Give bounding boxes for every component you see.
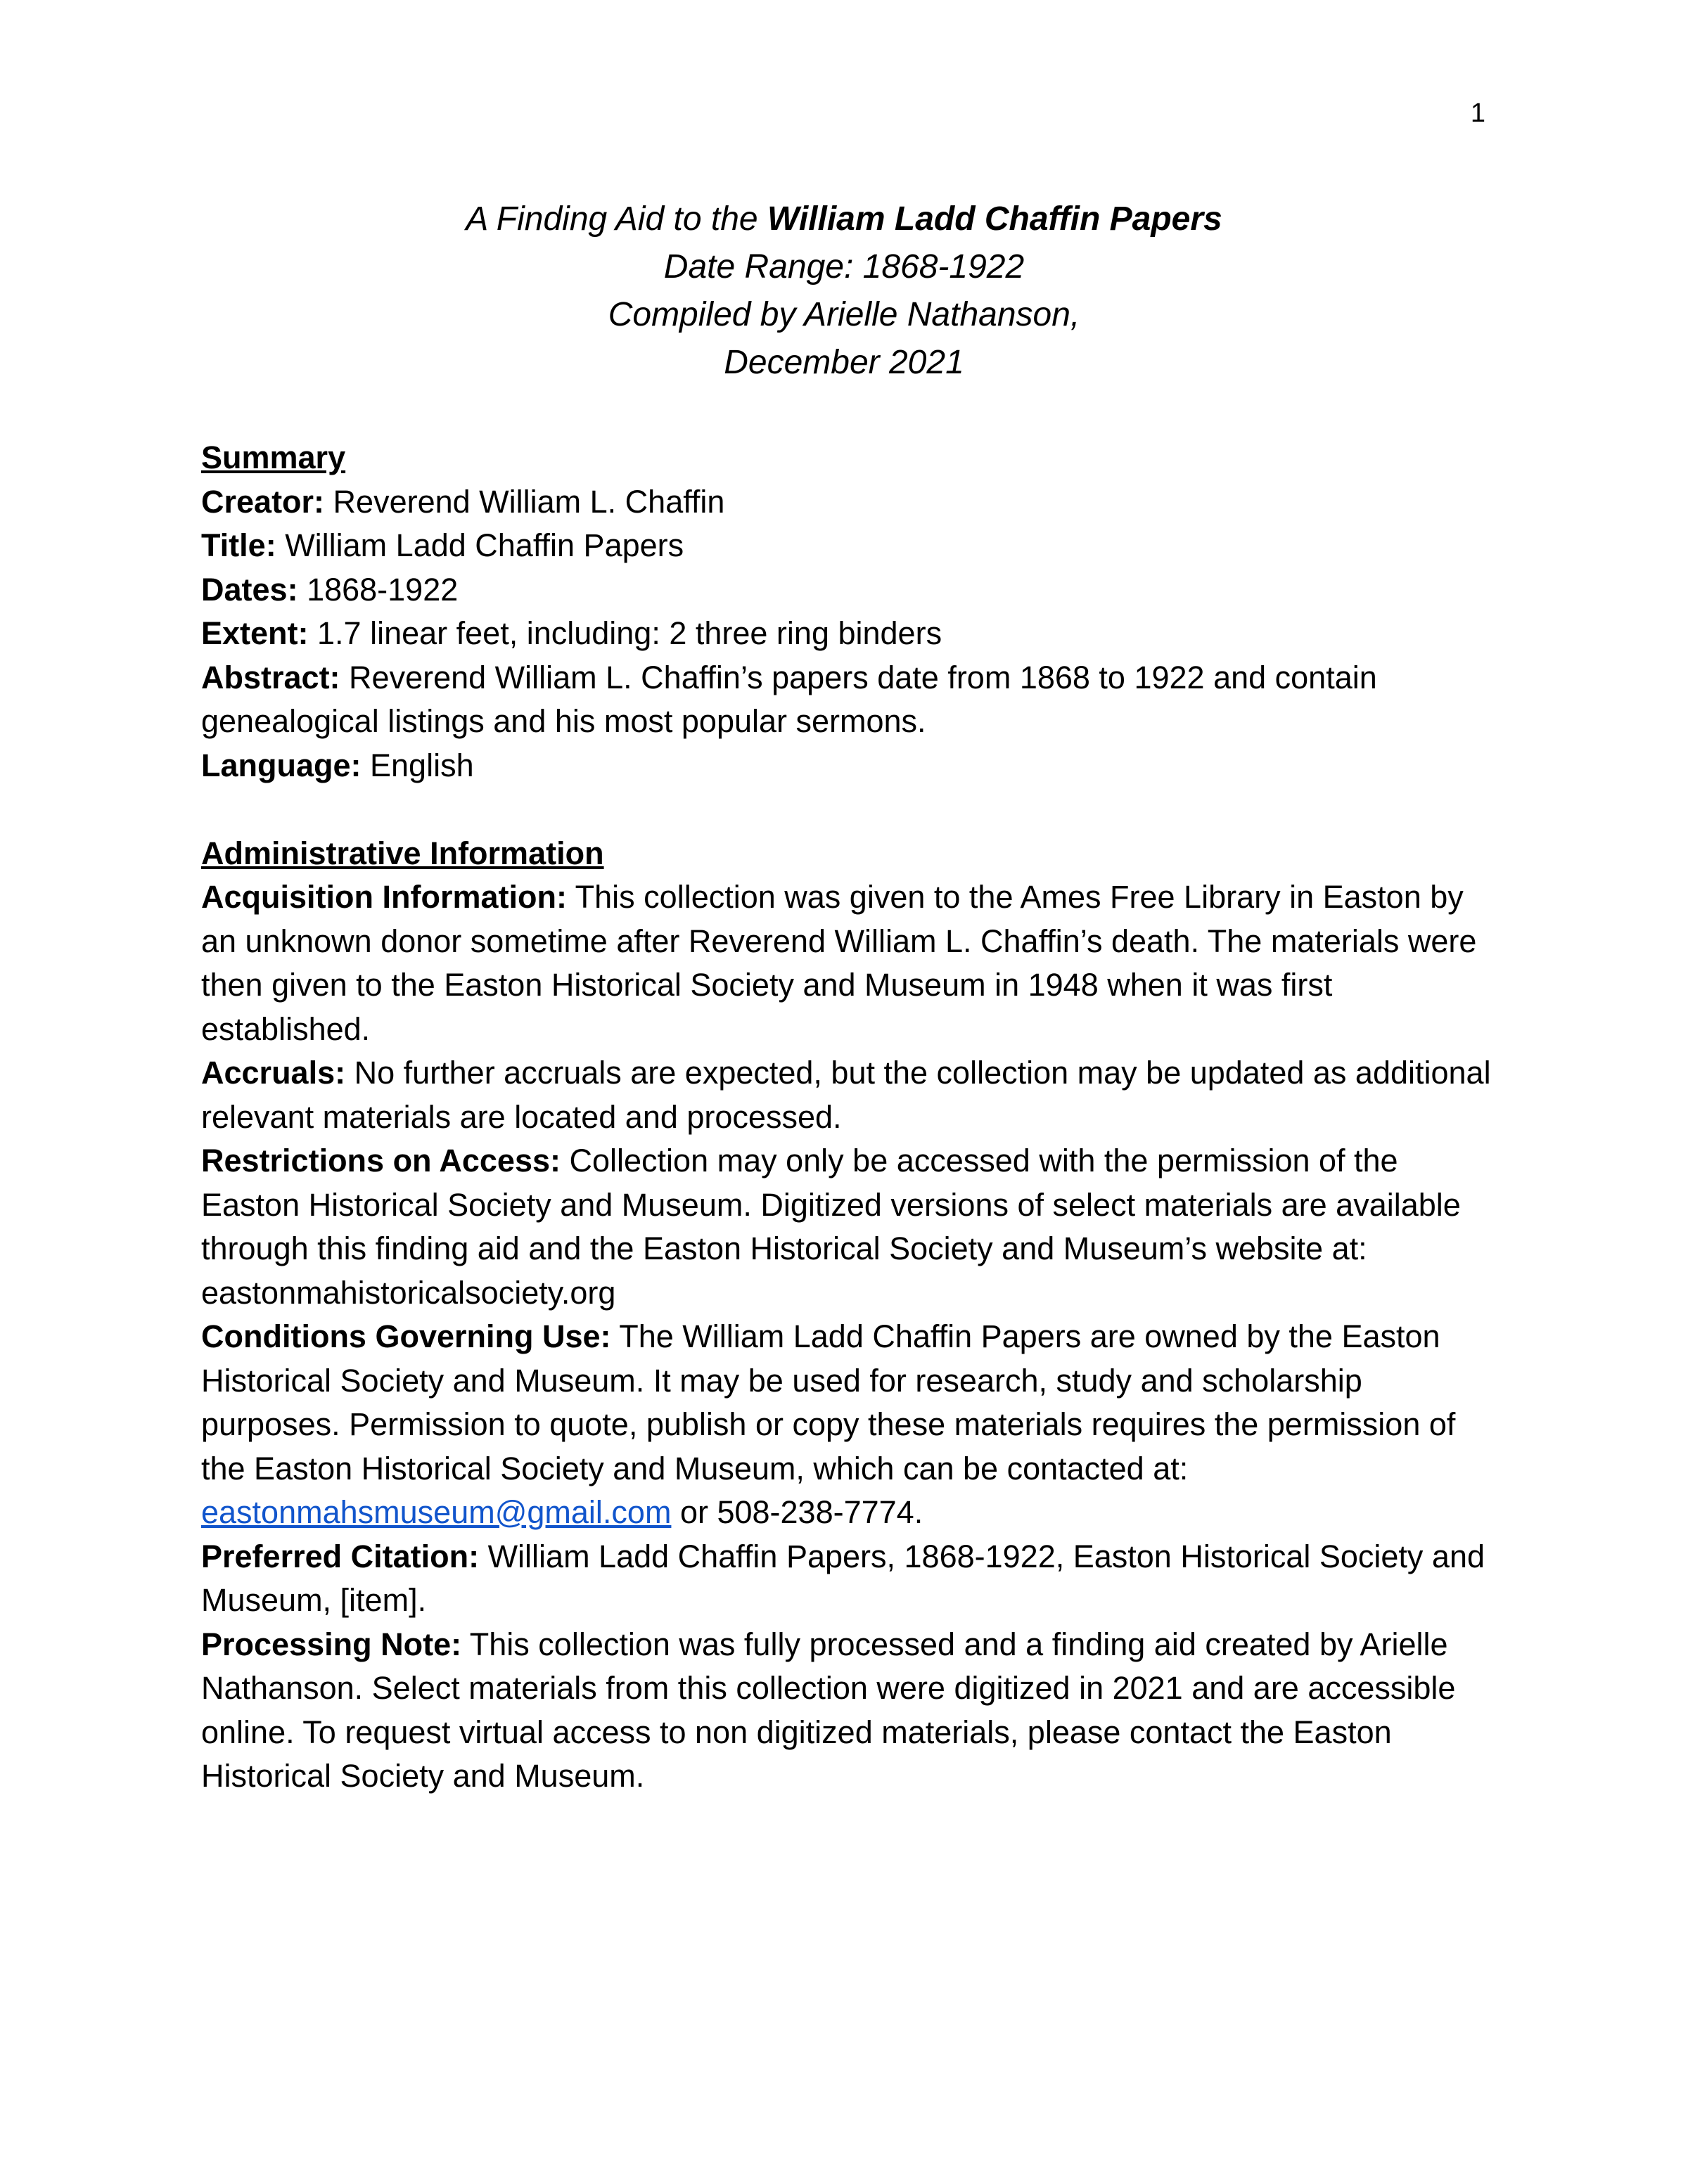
accruals-value: No further accruals are expected, but the collection may be updated as additional relevant materials are located and processed. [201, 1055, 1491, 1135]
title-label: Title: [201, 527, 276, 563]
creator-field [201, 480, 1502, 525]
compiled-by: Compiled by Arielle Nathanson, [608, 296, 1080, 333]
abstract-field [201, 656, 1502, 744]
title-block [0, 195, 1688, 387]
processing-value: This collection was fully processed and a finding aid created by Arielle Nathanson. Select materials from this collection were digitized in 2021 and are accessible online. To request virtual access to non digitized materials, please contact the Easton Historical Society and Museum. [201, 1626, 1456, 1794]
processing-field [201, 1623, 1502, 1799]
page-number: 1 [1470, 98, 1485, 128]
extent-field [201, 612, 1502, 656]
acquisition-value: This collection was given to the Ames Free Library in Easton by an unknown donor sometime after Reverend William L. Chaffin’s death. The materials were then given to the Easton Historical Society and Museum in 1948 when it was first established. [201, 879, 1477, 1047]
creator-label: Creator: [201, 483, 325, 520]
title-value: William Ladd Chaffin Papers [276, 527, 684, 563]
language-value: English [361, 747, 474, 783]
dates-field [201, 568, 1502, 612]
abstract-label: Abstract: [201, 659, 340, 695]
conditions-value: The William Ladd Chaffin Papers are owned by the Easton Historical Society and Museum. It may be used for research, study and scholarship purposes. Permission to quote, publish or copy these materials requires the permission of the Easton Historical Society and Museum, which can be contacted at: [201, 1318, 1456, 1486]
language-field [201, 744, 1502, 788]
section-gap [201, 788, 1502, 832]
acquisition-label: Acquisition Information: [201, 879, 567, 915]
citation-label: Preferred Citation: [201, 1538, 480, 1574]
accruals-label: Accruals: [201, 1055, 346, 1091]
extent-value: 1.7 linear feet, including: 2 three ring binders [308, 615, 942, 651]
conditions-label: Conditions Governing Use: [201, 1318, 611, 1354]
abstract-value: Reverend William L. Chaffin’s papers date from 1868 to 1922 and contain genealogical listings and his most popular sermons. [201, 659, 1377, 739]
administrative-section [201, 832, 1502, 1799]
language-label: Language: [201, 747, 362, 783]
document-title [0, 195, 1688, 243]
accruals-field [201, 1051, 1502, 1139]
acquisition-field [201, 875, 1502, 1051]
restrictions-value: Collection may only be accessed with the permission of the Easton Historical Society and Museum. Digitized versions of select materials are available through this finding aid and the Easton Historical Society and Museum’s website at: eastonmahistoricalsociety.org [201, 1143, 1461, 1311]
email-link[interactable]: eastonmahsmuseum@gmail.com [201, 1494, 672, 1530]
dates-value: 1868-1922 [298, 571, 459, 608]
dates-label: Dates: [201, 571, 298, 608]
compiled-date: December 2021 [724, 344, 964, 381]
document-body [201, 436, 1502, 1799]
date-range: Date Range: 1868-1922 [663, 248, 1025, 285]
processing-label: Processing Note: [201, 1626, 462, 1662]
title-field [201, 524, 1502, 568]
restrictions-field [201, 1139, 1502, 1315]
citation-value: William Ladd Chaffin Papers, 1868-1922, Easton Historical Society and Museum, [item]. [201, 1538, 1485, 1618]
conditions-field [201, 1315, 1502, 1535]
restrictions-label: Restrictions on Access: [201, 1143, 561, 1178]
citation-field [201, 1535, 1502, 1623]
phone-text: or 508-238-7774. [671, 1494, 923, 1530]
title-prefix: A Finding Aid to the [466, 200, 767, 238]
title-collection-name: William Ladd Chaffin Papers [767, 200, 1222, 238]
summary-heading: Summary [201, 439, 346, 475]
summary-section [201, 436, 1502, 788]
extent-label: Extent: [201, 615, 309, 651]
creator-value: Reverend William L. Chaffin [324, 483, 725, 520]
administrative-heading: Administrative Information [201, 835, 604, 871]
